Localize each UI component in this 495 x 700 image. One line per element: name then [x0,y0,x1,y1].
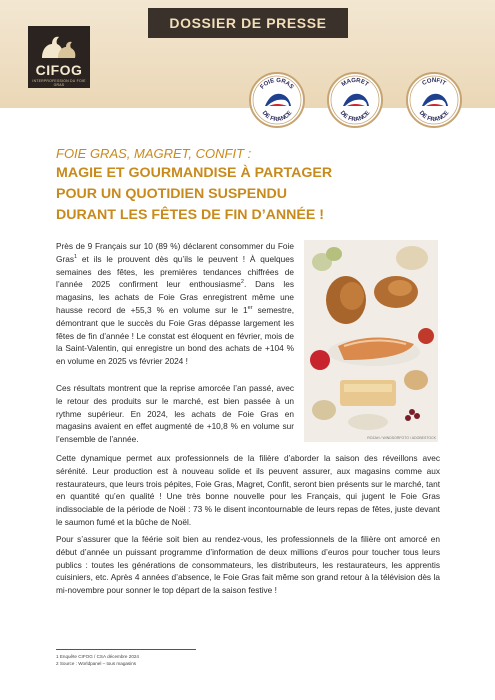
confit-de-france-badge [406,72,462,128]
cifog-logo [28,26,90,88]
paragraph-3: Cette dynamique permet aux professionnels de la filière d’aborder la saison des réveillons avec sérénité. Leur production est à nouveau solide et ils peuvent assurer, aux magasins comme aux restaurateurs, que leurs trois pépites, Foie Gras, Magret, Confit, seront bien présents sur le marché, tant en quantité qu’en qualité ! Une très bonne nouvelle pour les Français, qui jugent le Foie Gras indissociable de la période de Noël : 73 % le disent incontournable de leurs repas de fêtes, juste devant le saumon fumé et la bûche de Noël. [56,453,440,527]
svg-text:DE FRANCE: DE FRANCE [260,110,294,124]
headline-line-1: MAGIE ET GOURMANDISE À PARTAGER [56,165,333,181]
footnote-divider [56,649,196,650]
title-bar [148,8,348,38]
paragraph-4: Pour s’assurer que la féérie soit bien au rendez-vous, les professionnels de la filière ont amorcé en début d’année un puissant programme d’information de deux millions d’euros pour toucher tous leurs publics : toutes les générations de consommateurs, les distributeurs, les restaurateurs, les apprentis cuisiniers, etc. Après 4 années d’absence, le Foie Gras fait même son grand retour à la télévision dès la mi-novembre pour sonner le top départ de la saison festive ! [56,534,440,596]
footnote-1: 1 Enquête CIFOG / CSA décembre 2024 [56,654,139,659]
headline [56,163,456,226]
headline-line-3: DURANT LES FÊTES DE FIN D’ANNÉE ! [56,207,324,223]
foie-gras-platter-illustration [304,240,438,442]
foie-gras-de-france-badge [249,72,305,128]
page-title: DOSSIER DE PRESSE [169,15,327,31]
svg-text:FOIE GRAS: FOIE GRAS [259,77,295,91]
food-photo [304,240,438,442]
photo-credit: ROZAH / WINDSORFOTO / ADOBESTOCK [367,436,436,440]
logo-tagline: INTERPROFESSION DU FOIE GRAS [32,79,86,87]
magret-de-france-badge [327,72,383,128]
svg-text:DE FRANCE: DE FRANCE [417,110,451,124]
svg-text:CONFIT: CONFIT [421,78,447,88]
paragraph-1: Près de 9 Français sur 10 (89 %) déclarent consommer du Foie Gras$^1$ et ils le prouvent dès qu’ils le peuvent ! À quelques semaines des fêtes, les premières tendances chiffrées de l’année 2025 confirment leur enthousiasme$^2$. Dans les magasins, les achats de Foie Gras enregistrent même une hausse record de +55,3 % en volume sur le 1er semestre, démontrant que le succès du Foie Gras dépasse largement les fêtes de fin d’année ! Le constat est éloquent en février, mois de la Saint-Valentin, qui enregistre un bond des achats de +104 % en volume en 2025 vs février 2024 ! [56,241,294,367]
footnote-2: 2 Source : Worldpanel – tous magasins [56,661,137,666]
geese-logo-icon [28,30,90,60]
paragraph-2: Ces résultats montrent que la reprise amorcée l’an passé, avec le retour des produits sur le marché, est bien passée à un rythme supérieur. En 2024, les achats de Foie Gras en magasins avaient en effet augmenté de +10,8 % en volume sur l’ensemble de l’année. [56,383,294,445]
headline-line-2: POUR UN QUOTIDIEN SUSPENDU [56,186,287,202]
kicker: FOIE GRAS, MAGRET, CONFIT : [56,146,252,161]
svg-text:MAGRET: MAGRET [340,77,370,89]
logo-wordmark: CIFOG [35,62,83,78]
svg-text:DE FRANCE: DE FRANCE [338,110,372,124]
